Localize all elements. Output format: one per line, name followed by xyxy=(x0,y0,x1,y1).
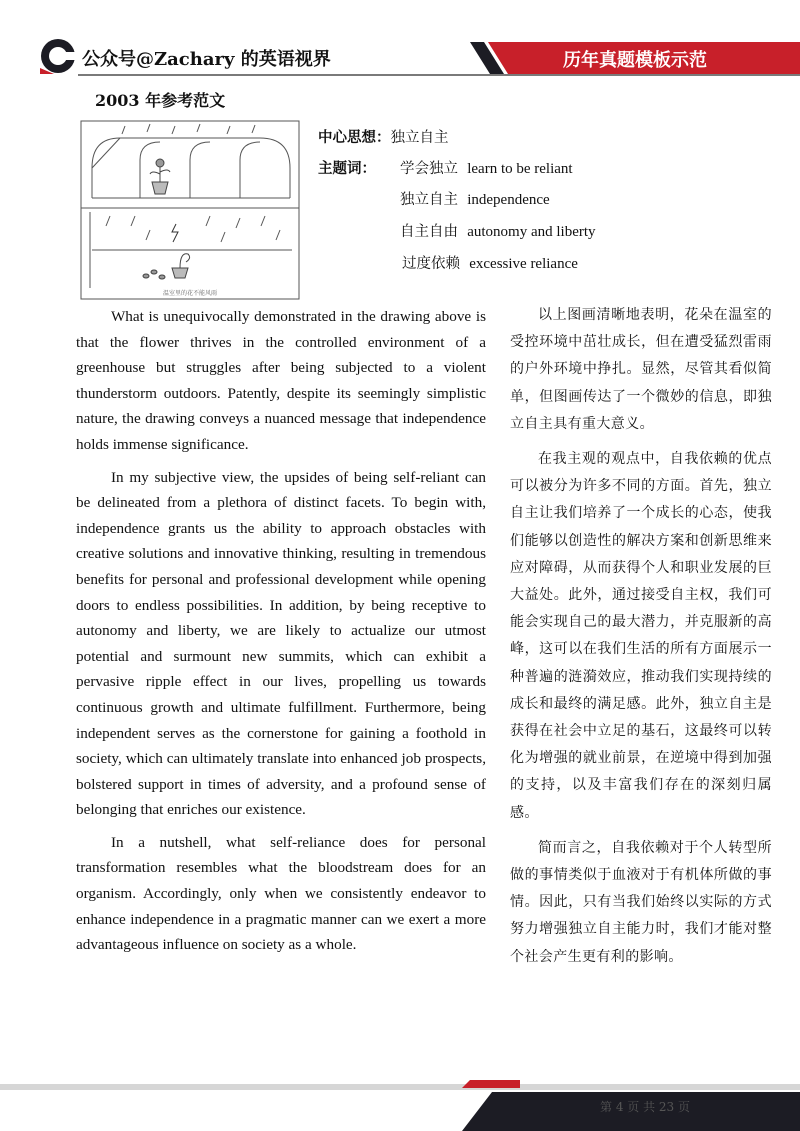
term-item xyxy=(400,188,550,209)
section-title: 2003 年参考范文 xyxy=(95,91,226,110)
header-divider xyxy=(78,74,800,76)
account-title: 公众号@Zachary 的英语视界 xyxy=(82,49,331,70)
term-zh: 自主自由 xyxy=(400,224,458,240)
page-header xyxy=(0,0,800,90)
chinese-paragraph: 在我主观的观点中，自我依赖的优点可以被分为许多不同的方面。首先，独立自主让我们培养了一个成长的心态，使我们能够以创造性的解决方案和创新思维来应对障碍，从而获得个人和职业发展的巨大益处。此外，通过接受自主权，我们可能会实现自己的最大潜力，并克服新的高峰，这可以在我们生活的所有方面展示一种普遍的涟漪效应，推动我们实现持续的成长和最终的满足感。此外，独立自主是获得在社会中立足的基石，这最终可以转化为增强的就业前景，在逆境中得到加强的支持，以及丰富我们存在的深刻归属感。 xyxy=(510,451,772,821)
chinese-translation xyxy=(510,302,772,979)
chinese-paragraph: 以上图画清晰地表明，花朵在温室的受控环境中茁壮成长，但在遭受猛烈雷雨的户外环境中挣扎。显然，尽管其看似简单，但图画传达了一个微妙的信息，即独立自主具有重大意义。 xyxy=(510,307,772,432)
english-paragraph: In a nutshell, what self-reliance does for personal transformation resembles what the bloodstream does for an organism. Accordingly, only when we consistently endeavor to enhance independence in a pragmatic manner can we exert a more advantageous influence on society as a whole. xyxy=(76,833,486,954)
figure-caption: 温室里的花不能风雨 xyxy=(162,290,218,297)
term-zh: 学会独立 xyxy=(400,161,458,177)
theme-label-row xyxy=(318,157,376,178)
english-essay xyxy=(76,304,486,965)
term-item xyxy=(402,252,578,273)
term-zh: 独立自主 xyxy=(400,192,458,208)
term-en: excessive reliance xyxy=(469,256,578,272)
chinese-paragraph: 简而言之，自我依赖对于个人转型所做的事情类似于血液对于有机体所做的事情。因此，只有当我们始终以实际的方式努力增强独立自主能力时，我们才能对整个社会产生更有利的影响。 xyxy=(510,839,772,965)
term-en: learn to be reliant xyxy=(467,161,573,177)
term-en: independence xyxy=(467,192,550,208)
banner-title: 历年真题模板示范 xyxy=(563,50,707,71)
cartoon-drawing xyxy=(80,120,300,300)
brand-logo-icon xyxy=(40,38,76,74)
english-paragraph: What is unequivocally demonstrated in the drawing above is that the flower thrives in the controlled environment of a greenhouse but struggles after being subjected to a violent thunderstorm outdoors. Patently, despite its seemingly simplistic nature, the drawing conveys a nuanced message that independence holds immense significance. xyxy=(76,308,486,453)
page-number: 第 4 页 共 23 页 xyxy=(600,1100,690,1114)
term-zh: 过度依赖 xyxy=(402,256,460,272)
term-item xyxy=(400,220,596,241)
theme-label: 主题词： xyxy=(318,160,376,177)
central-label: 中心思想： xyxy=(318,129,391,146)
central-value: 独立自主 xyxy=(390,130,449,146)
term-en: autonomy and liberty xyxy=(467,224,596,240)
central-idea xyxy=(318,126,449,147)
english-paragraph: In my subjective view, the upsides of being self-reliant can be delineated from a plethora of distinct facets. To begin with, independence grants us the ability to approach obstacles with creative solutions and innovative thinking, resulting in tremendous benefits for personal and professional development while opening doors to endless possibilities. In addition, by being receptive to autonomy and liberty, we are likely to actualize our utmost potential and surmount new summits, which can exhibit a pervasive ripple effect in our lives, propelling us towards continuous growth and ultimate fulfillment. Furthermore, being independent serves as the cornerstone for gaining a foothold in society, which can ultimately translate into enhanced job prospects, bolstered support in times of adversity, and a profound sense of belonging that enriches our existence. xyxy=(76,468,486,819)
term-item xyxy=(400,157,573,178)
